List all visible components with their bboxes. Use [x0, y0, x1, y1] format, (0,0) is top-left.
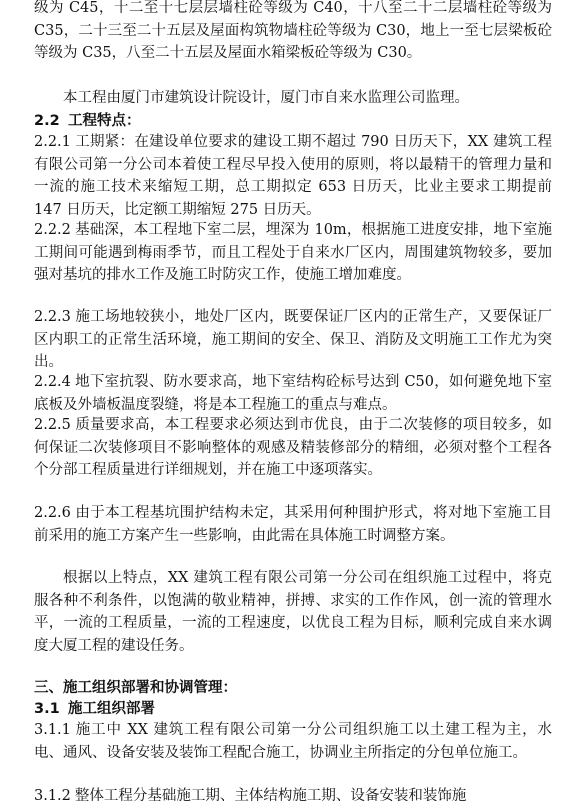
list-item-2-2-6	[34, 502, 552, 547]
paragraph-concrete-grades: 级为 C45，十二至十七层层墙柱砼等级为 C40，十八至二十二层墙柱砼等级为 C35，二十三至二十五层及屋面构筑物墙柱砼等级为 C30，地上一至七层梁板砼等级为 C35，八至二十五层及屋面水箱梁板砼等级为 C30。	[34, 0, 552, 62]
list-item-3-1-2	[34, 785, 552, 808]
chapter-heading-3: 三、施工组织部署和协调管理：	[34, 680, 237, 696]
item-number: 3.1.2	[34, 788, 71, 804]
item-text: 施工中 XX 建筑工程有限公司第一分公司组织施工以土建工程为主，水电、通风、设备安装及装饰工程配合施工，协调业主所指定的分包单位施工。	[34, 722, 552, 761]
item-text: 由于本工程基坑围护结构未定，其采用何种围护形式，将对地下室施工目前采用的施工方案产生一些影响，由此需在具体施工时调整方案。	[34, 505, 552, 544]
item-text: 工期紧：在建设单位要求的建设工期不超过 790 日历天下，XX 建筑工程有限公司第一分公司本着使工程尽早投入使用的原则，将以最精干的管理力量和一流的施工技术来缩短工期，总工期拟定 653 日历天，比业主要求工期提前 147 日历天，比定额工期缩短 275 日历天。	[34, 134, 552, 218]
item-text: 质量要求高，本工程要求必须达到市优良，由于二次装修的项目较多，如何保证二次装修项目不影响整体的观感及精装修部分的精细，必须对整个工程各个分部工程质量进行详细规划，并在施工中逐项落实。	[34, 417, 552, 479]
item-number: 2.2.1	[34, 134, 71, 150]
item-number: 2.2.4	[34, 374, 71, 390]
list-item-2-2-1	[34, 131, 552, 221]
item-text: 基础深，本工程地下室二层，埋深为 10m，根据施工进度安排，地下室施工期间可能遇到梅雨季节，而且工程处于自来水厂区内，周围建筑物较多，要加强对基坑的排水工作及施工时防灾工作，使施工增加难度。	[34, 222, 552, 284]
list-item-2-2-2	[34, 219, 552, 287]
list-item-3-1-1	[34, 719, 552, 764]
paragraph-design-supervision: 本工程由厦门市建筑设计院设计，厦门市自来水监理公司监理。	[63, 90, 469, 106]
section-heading-3-1	[34, 698, 155, 720]
paragraph-summary: 根据以上特点，XX 建筑工程有限公司第一分公司在组织施工过程中，将克服各种不利条件，以饱满的敬业精神，拼搏、求实的工作作风，创一流的管理水平，一流的工程质量，一流的工程速度，以优良工程为目标，顺利完成自来水调度大厦工程的建设任务。	[34, 570, 552, 654]
section-heading-2-2	[34, 110, 141, 132]
section-number: 2.2	[34, 113, 60, 129]
item-number: 3.1.1	[34, 722, 71, 738]
list-item-2-2-3	[34, 306, 552, 374]
item-number: 2.2.2	[34, 222, 71, 238]
list-item-2-2-5	[34, 414, 552, 482]
item-number: 2.2.6	[34, 505, 71, 521]
item-text: 整体工程分基础施工期、主体结构施工期、设备安装和装饰施	[74, 788, 467, 804]
item-text: 地下室抗裂、防水要求高，地下室结构砼标号达到 C50，如何避免地下室底板及外墙板温度裂缝，将是本工程施工的重点与难点。	[34, 374, 552, 413]
item-number: 2.2.3	[34, 309, 71, 325]
section-title: 工程特点：	[68, 113, 141, 129]
list-item-2-2-4	[34, 371, 552, 416]
section-number: 3.1	[34, 701, 60, 717]
section-title: 施工组织部署	[68, 701, 155, 717]
item-text: 施工场地较狭小，地处厂区内，既要保证厂区内的正常生产，又要保证厂区内职工的正常生活环境，施工期间的安全、保卫、消防及文明施工工作尤为突出。	[34, 309, 552, 371]
item-number: 2.2.5	[34, 417, 71, 433]
